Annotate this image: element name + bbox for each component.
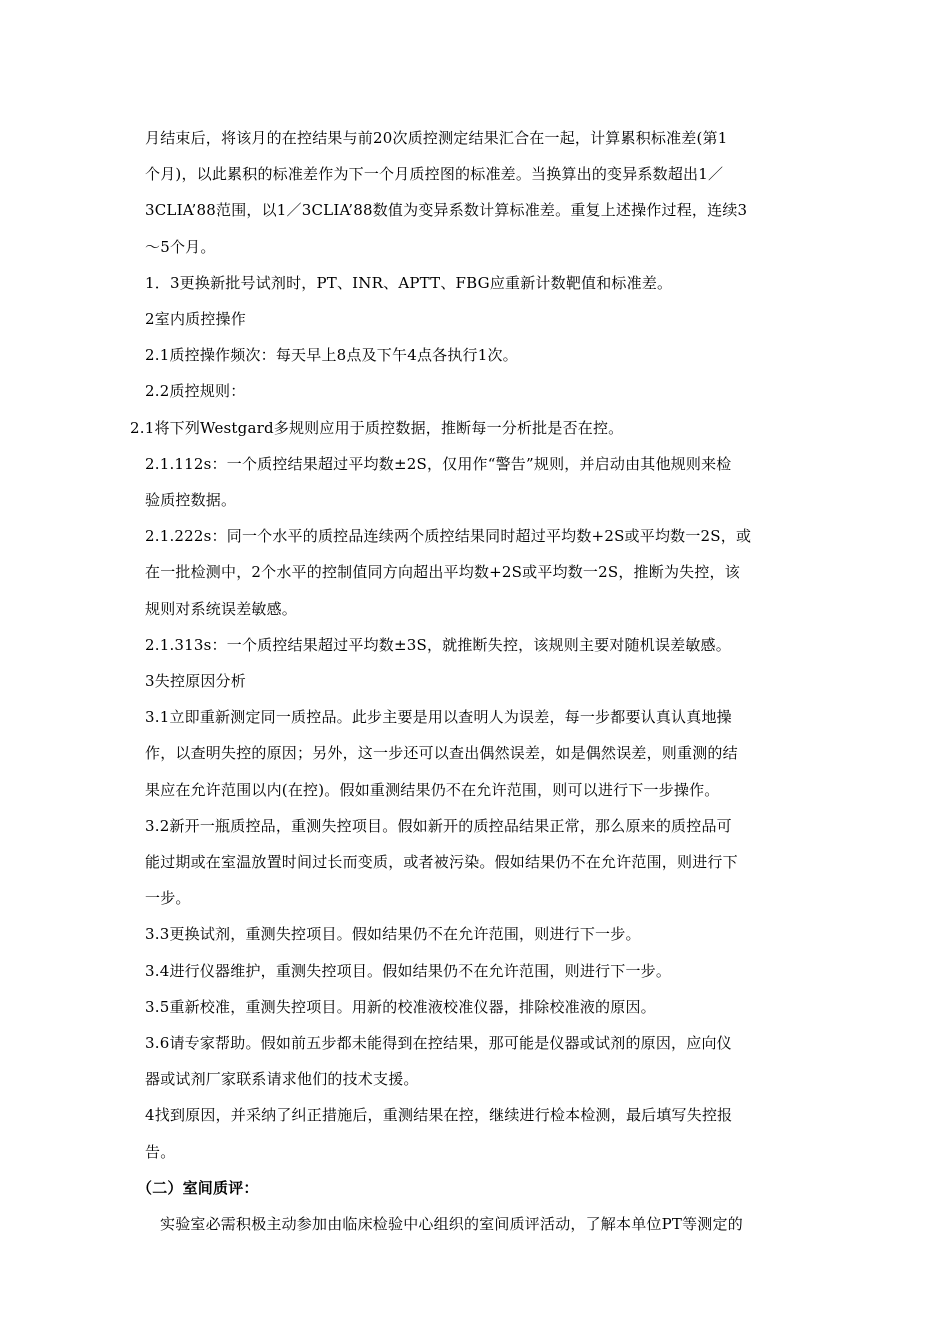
text-line: 告。 (145, 1142, 176, 1161)
document-body (0, 120, 950, 1242)
text-line: 作，以查明失控的原因；另外，这一步还可以查出偶然误差，如是偶然误差，则重测的结 (145, 744, 738, 763)
text-line: 3.6请专家帮助。假如前五步都未能得到在控结果，那可能是仪器或试剂的原因，应向仪 (145, 1034, 732, 1053)
text-line: 规则对系统误差敏感。 (145, 599, 298, 618)
text-line: 个月)，以此累积的标准差作为下一个月质控图的标准差。当换算出的变异系数超出1／ (145, 165, 724, 184)
text-line: 2.1质控操作频次：每天早上8点及下午4点各执行1次。 (145, 346, 518, 365)
section-heading: 2室内质控操作 (145, 310, 246, 329)
text-line: ～5个月。 (145, 237, 216, 256)
text-line: 月结束后，将该月的在控结果与前20次质控测定结果汇合在一起，计算累积标准差(第1 (145, 129, 728, 147)
text-line: 2.1.222s：同一个水平的质控品连续两个质控结果同时超过平均数+2S或平均数一2S，或 (145, 527, 752, 546)
text-line: 4找到原因，并采纳了纠正措施后，重测结果在控，继续进行检本检测，最后填写失控报 (145, 1106, 733, 1125)
text-line: 3.2新开一瓶质控品，重测失控项目。假如新开的质控品结果正常，那么原来的质控品可 (145, 816, 732, 835)
text-line: 器或试剂厂家联系请求他们的技术支援。 (145, 1070, 419, 1089)
text-line: 能过期或在室温放置时间过长而变质，或者被污染。假如结果仍不在允许范围，则进行下 (145, 853, 738, 872)
section-heading: 3失控原因分析 (145, 672, 246, 691)
text-line: 2.1将下列Westgard多规则应用于质控数据，推断每一分析批是否在控。 (130, 418, 624, 437)
text-line: 一步。 (145, 889, 191, 908)
section-heading-bold: （二）室间质评： (137, 1178, 259, 1197)
text-line: 3.5重新校准，重测失控项目。用新的校准液校准仪器，排除校准液的原因。 (145, 997, 656, 1016)
text-line: 3CLIA’88范围，以1／3CLIA’88数值为变异系数计算标准差。重复上述操作过程，连续3 (145, 201, 748, 220)
text-line: 2.2质控规则： (145, 382, 246, 401)
text-line: 实验室必需积极主动参加由临床检验中心组织的室间质评活动，了解本单位PT等测定的 (160, 1215, 743, 1234)
text-line: 3.3更换试剂，重测失控项目。假如结果仍不在允许范围，则进行下一步。 (145, 925, 641, 944)
text-line: 2.1.112s：一个质控结果超过平均数±2S，仅用作“警告”规则，并启动由其他规则来检 (145, 454, 732, 473)
text-line: 果应在允许范围以内(在控)。假如重测结果仍不在允许范围，则可以进行下一步操作。 (145, 780, 720, 799)
text-line: 1．3更换新批号试剂时，PT、INR、APTT、FBG应重新计数靶值和标准差。 (145, 273, 673, 292)
text-line: 在一批检测中，2个水平的控制值同方向超出平均数+2S或平均数一2S，推断为失控，该 (145, 563, 740, 582)
text-line: 2.1.313s：一个质控结果超过平均数±3S，就推断失控，该规则主要对随机误差敏感。 (145, 635, 731, 654)
text-line: 验质控数据。 (145, 491, 237, 510)
text-line: 3.1立即重新测定同一质控品。此步主要是用以查明人为误差，每一步都要认真认真地操 (145, 708, 732, 727)
text-line: 3.4进行仪器维护，重测失控项目。假如结果仍不在允许范围，则进行下一步。 (145, 961, 672, 980)
